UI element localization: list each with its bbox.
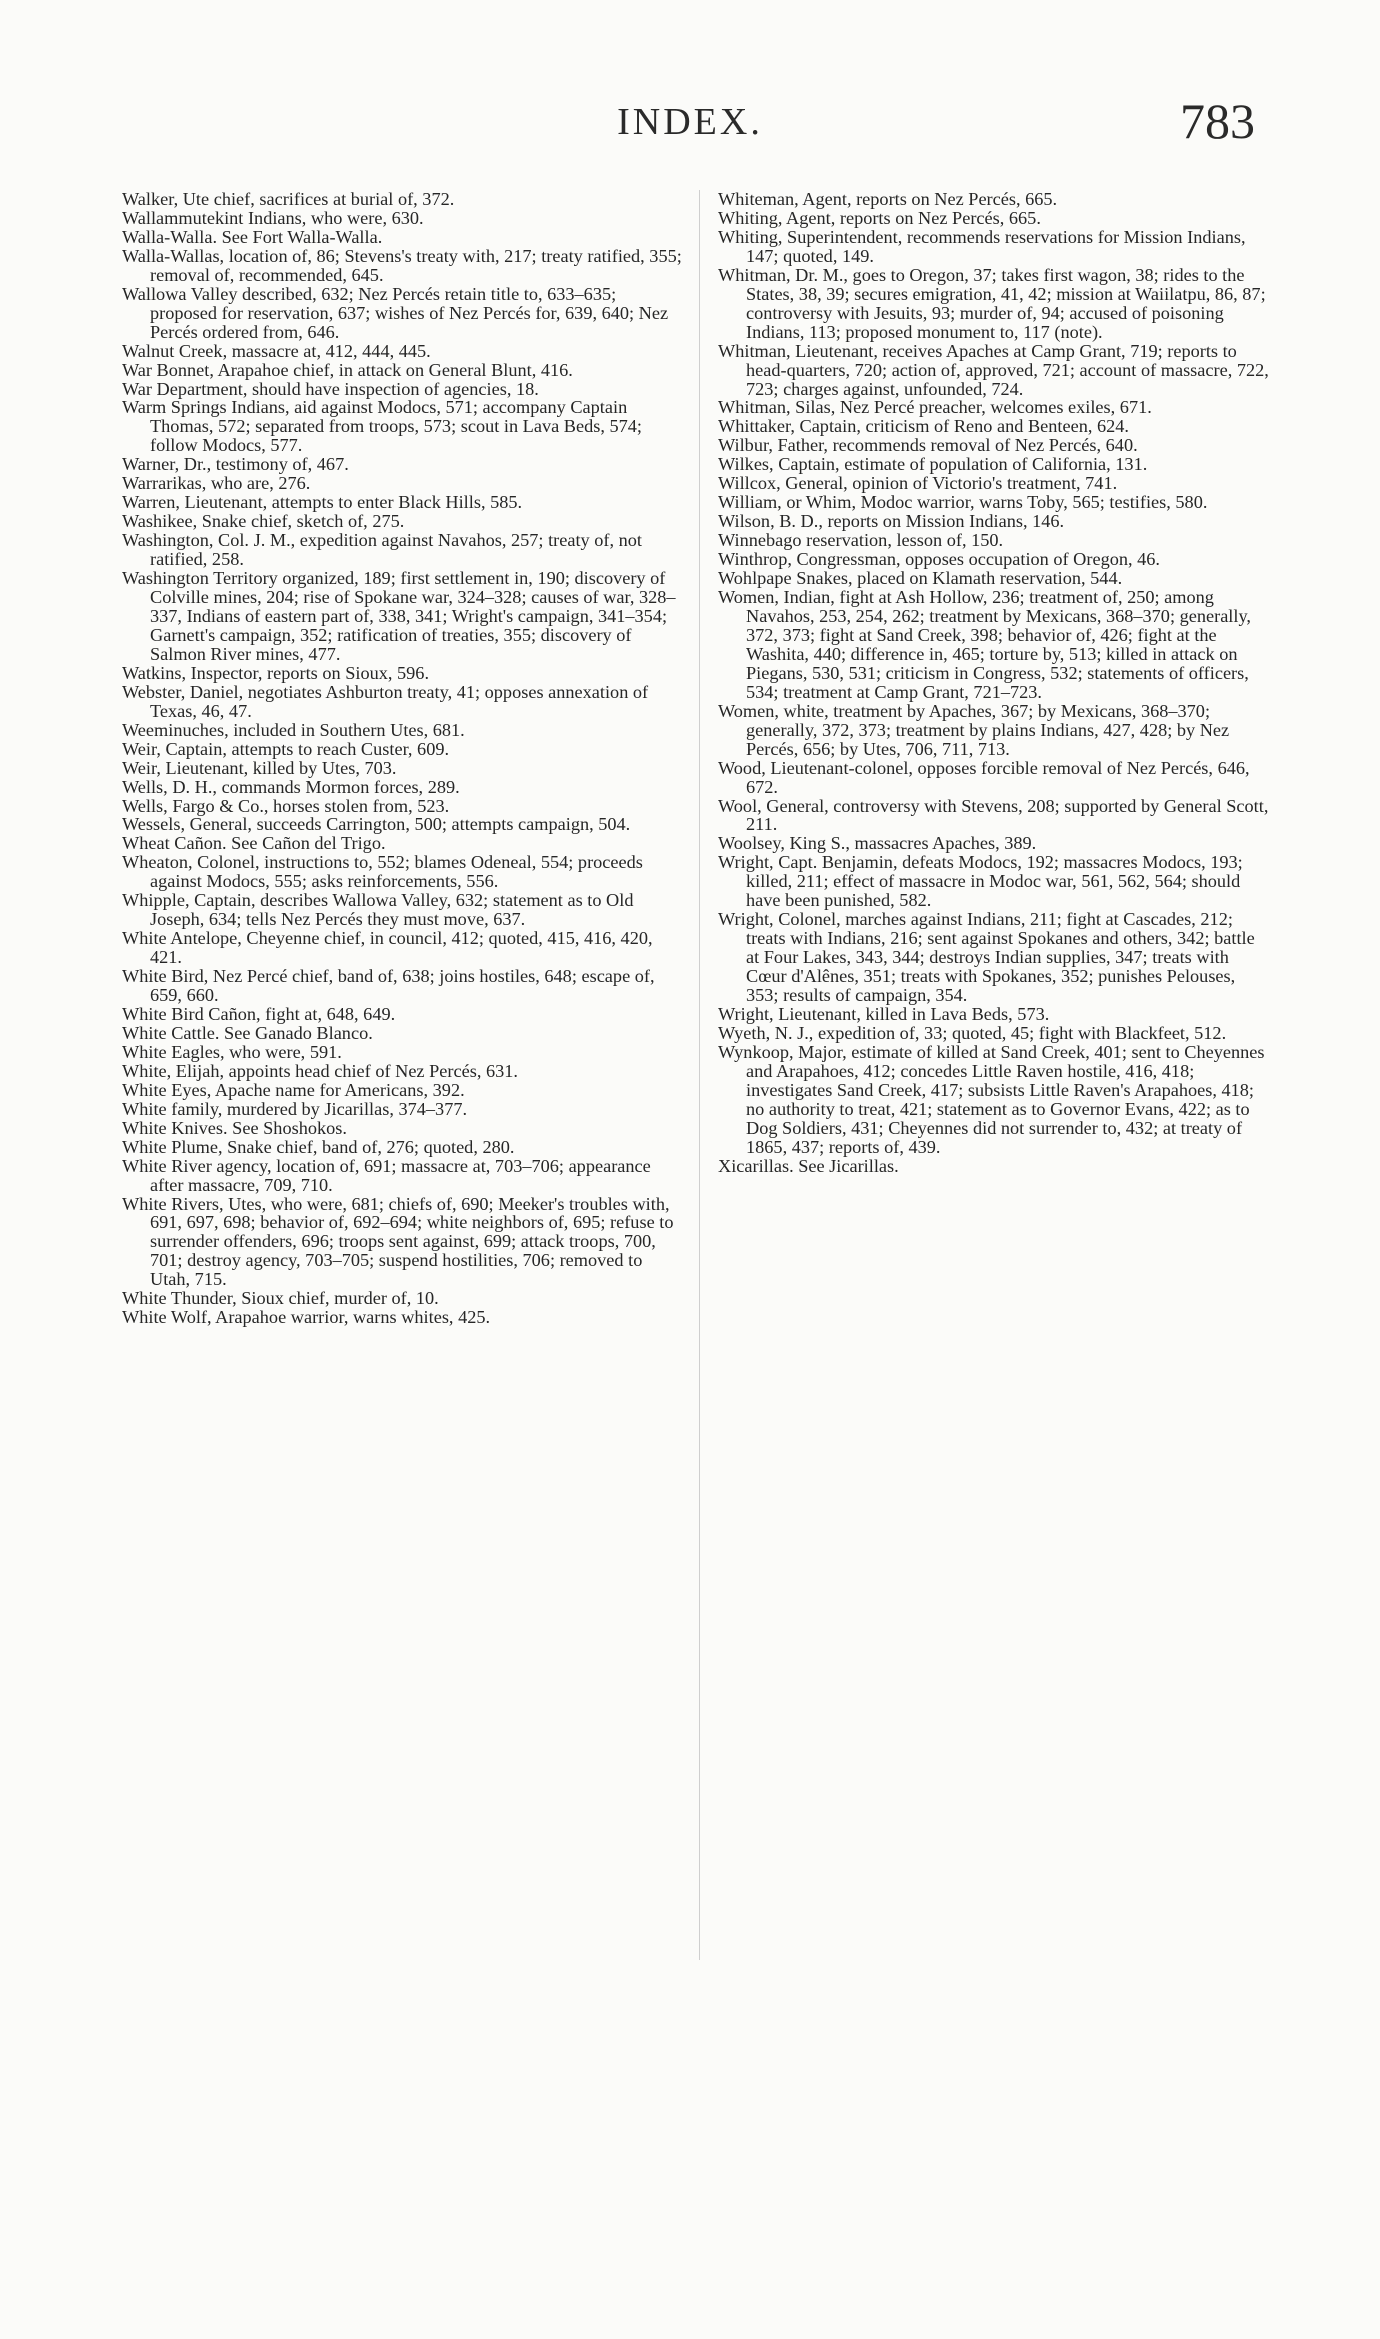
index-entry: White, Elijah, appoints head chief of Nez Percés, 631. — [122, 1060, 518, 1081]
index-entry: Wilbur, Father, recommends removal of Nez Percés, 640. — [718, 435, 1138, 456]
index-entry: Washikee, Snake chief, sketch of, 275. — [122, 511, 405, 532]
index-entry: Watkins, Inspector, reports on Sioux, 596. — [122, 662, 430, 683]
index-entry: Whipple, Captain, describes Wallowa Valley, 632; statement as to Old Joseph, 634; tells Nez Percés they must move, 637. — [122, 890, 634, 930]
index-entry: Whiteman, Agent, reports on Nez Percés, 665. — [718, 189, 1058, 209]
index-entry: White Cattle. See Ganado Blanco. — [122, 1022, 373, 1043]
index-entry: Wallowa Valley described, 632; Nez Percés retain title to, 633–635; proposed for reservation, 637; wishes of Nez Percés for, 639, 640; Nez Percés ordered from, 646. — [122, 283, 669, 342]
index-entry: Wright, Lieutenant, killed in Lava Beds, 573. — [718, 1003, 1050, 1024]
index-entry: Warner, Dr., testimony of, 467. — [122, 454, 349, 475]
index-entry: Webster, Daniel, negotiates Ashburton treaty, 41; opposes annexation of Texas, 46, 47. — [122, 681, 649, 721]
index-entry: Wilson, B. D., reports on Mission Indians, 146. — [718, 511, 1065, 532]
index-entry: White Rivers, Utes, who were, 681; chiefs of, 690; Meeker's troubles with, 691, 697, 698; behavior of, 692–694; white neighbors of, 695; refuse to surrender offenders, 696; troops sent against, 699; attack troops, 700, 701; destroy agency, 703–705; suspend hostilities, 706; removed to Utah, 715. — [122, 1193, 674, 1290]
index-entry: Whitman, Silas, Nez Percé preacher, welcomes exiles, 671. — [718, 397, 1152, 418]
column-divider — [699, 190, 700, 1960]
index-entry: Weir, Captain, attempts to reach Custer, 609. — [122, 738, 450, 759]
index-entry: Wohlpape Snakes, placed on Klamath reservation, 544. — [718, 568, 1123, 589]
index-entry: Wilkes, Captain, estimate of population of California, 131. — [718, 454, 1148, 475]
index-entry: Washington, Col. J. M., expedition against Navahos, 257; treaty of, not ratified, 258. — [122, 530, 642, 570]
index-entry: Winthrop, Congressman, opposes occupation of Oregon, 46. — [718, 549, 1160, 570]
index-entry: Winnebago reservation, lesson of, 150. — [718, 530, 1004, 551]
index-entry: White Wolf, Arapahoe warrior, warns whites, 425. — [122, 1307, 491, 1328]
index-entry: War Department, should have inspection of agencies, 18. — [122, 378, 539, 399]
index-entry: White Bird Cañon, fight at, 648, 649. — [122, 1003, 396, 1024]
index-entry: White Bird, Nez Percé chief, band of, 638; joins hostiles, 648; escape of, 659, 660. — [122, 966, 655, 1006]
index-entry: Whitman, Lieutenant, receives Apaches at Camp Grant, 719; reports to head-quarters, 720; action of, approved, 721; account of massacre, 722, 723; charges against, unfounded, 724. — [718, 340, 1269, 399]
index-entry: Willcox, General, opinion of Victorio's treatment, 741. — [718, 473, 1118, 494]
index-entry: Wood, Lieutenant-colonel, opposes forcible removal of Nez Percés, 646, 672. — [718, 757, 1250, 797]
index-entry: White Eyes, Apache name for Americans, 392. — [122, 1079, 465, 1100]
index-entry: Wessels, General, succeeds Carrington, 500; attempts campaign, 504. — [122, 814, 631, 835]
index-entry: Wyeth, N. J., expedition of, 33; quoted, 45; fight with Blackfeet, 512. — [718, 1022, 1227, 1043]
index-entry: Wright, Capt. Benjamin, defeats Modocs, 192; massacres Modocs, 193; killed, 211; effect of massacre in Modoc war, 561, 562, 564; should have been punished, 582. — [718, 852, 1243, 911]
index-entry: Walla-Walla. See Fort Walla-Walla. — [122, 226, 383, 247]
index-entry: Walnut Creek, massacre at, 412, 444, 445. — [122, 340, 431, 361]
index-entry: Walla-Wallas, location of, 86; Stevens's treaty with, 217; treaty ratified, 355; removal of, recommended, 645. — [122, 245, 682, 285]
index-entry: Whittaker, Captain, criticism of Reno and Benteen, 624. — [718, 416, 1129, 437]
index-entry: William, or Whim, Modoc warrior, warns Toby, 565; testifies, 580. — [718, 492, 1208, 513]
page-header — [0, 93, 1380, 160]
index-entry: Wallammutekint Indians, who were, 630. — [122, 207, 424, 228]
index-entry: Xicarillas. See Jicarillas. — [718, 1155, 899, 1176]
index-entry: Whiting, Agent, reports on Nez Percés, 665. — [718, 207, 1041, 228]
index-entry: White River agency, location of, 691; massacre at, 703–706; appearance after massacre, 709, 710. — [122, 1155, 651, 1195]
index-entry: Warren, Lieutenant, attempts to enter Black Hills, 585. — [122, 492, 523, 513]
index-column-left — [122, 190, 682, 1327]
index-entry: White Knives. See Shoshokos. — [122, 1117, 347, 1138]
index-entry: Walker, Ute chief, sacrifices at burial of, 372. — [122, 189, 455, 209]
page-number: 783 — [1180, 93, 1255, 149]
index-entry: White Eagles, who were, 591. — [122, 1041, 342, 1062]
index-entry: Weir, Lieutenant, killed by Utes, 703. — [122, 757, 397, 778]
index-entry: White Antelope, Cheyenne chief, in council, 412; quoted, 415, 416, 420, 421. — [122, 928, 653, 968]
index-entry: Women, Indian, fight at Ash Hollow, 236; treatment of, 250; among Navahos, 253, 254, 262; treatment by Mexicans, 368–370; generally, 372, 373; fight at Sand Creek, 398; behavior of, 426; fight at the Washita, 440; difference in, 465; torture by, 513; killed in attack on Piegans, 530, 531; criticism in Congress, 532; statements of officers, 534; treatment at Camp Grant, 721–723. — [718, 587, 1251, 702]
index-entry: White family, murdered by Jicarillas, 374–377. — [122, 1098, 468, 1119]
index-entry: Washington Territory organized, 189; first settlement in, 190; discovery of Colville mines, 204; rise of Spokane war, 324–328; causes of war, 328–337, Indians of eastern part of, 338, 341; Wright's campaign, 341–354; Garnett's campaign, 352; ratification of treaties, 355; discovery of Salmon River mines, 477. — [122, 568, 676, 664]
index-column-right — [718, 190, 1270, 1176]
index-entry: White Plume, Snake chief, band of, 276; quoted, 280. — [122, 1136, 515, 1157]
index-entry: Wells, Fargo & Co., horses stolen from, 523. — [122, 795, 450, 816]
page-title: INDEX. — [617, 101, 763, 143]
index-entry: Wells, D. H., commands Mormon forces, 289. — [122, 776, 460, 797]
index-entry: Woolsey, King S., massacres Apaches, 389. — [718, 833, 1037, 854]
index-entry: Wright, Colonel, marches against Indians, 211; fight at Cascades, 212; treats with Indians, 216; sent against Spokanes and others, 342; battle at Four Lakes, 343, 344; destroys Indian supplies, 347; treats with Cœur d'Alênes, 351; treats with Spokanes, 352; punishes Pelouses, 353; results of campaign, 354. — [718, 909, 1255, 1006]
index-entry: War Bonnet, Arapahoe chief, in attack on General Blunt, 416. — [122, 359, 573, 380]
index-entry: Wool, General, controversy with Stevens, 208; supported by General Scott, 211. — [718, 795, 1269, 835]
index-entry: Warrarikas, who are, 276. — [122, 473, 311, 494]
index-entry: Whiting, Superintendent, recommends reservations for Mission Indians, 147; quoted, 149. — [718, 226, 1246, 266]
index-entry: Weeminuches, included in Southern Utes, 681. — [122, 719, 465, 740]
index-entry: Warm Springs Indians, aid against Modocs, 571; accompany Captain Thomas, 572; separated from troops, 573; scout in Lava Beds, 574; follow Modocs, 577. — [122, 397, 642, 456]
index-entry: Wheat Cañon. See Cañon del Trigo. — [122, 833, 386, 854]
index-entry: Wheaton, Colonel, instructions to, 552; blames Odeneal, 554; proceeds against Modocs, 555; asks reinforcements, 556. — [122, 852, 643, 892]
index-entry: Wynkoop, Major, estimate of killed at Sand Creek, 401; sent to Cheyennes and Arapahoes, 412; concedes Little Raven hostile, 416, 418; investigates Sand Creek, 417; subsists Little Raven's Arapahoes, 418; no authority to treat, 421; statement as to Governor Evans, 422; as to Dog Soldiers, 431; Cheyennes did not surrender to, 432; at treaty of 1865, 437; reports of, 439. — [718, 1041, 1265, 1157]
index-entry: Women, white, treatment by Apaches, 367; by Mexicans, 368–370; generally, 372, 373; treatment by plains Indians, 427, 428; by Nez Percés, 656; by Utes, 706, 711, 713. — [718, 700, 1230, 759]
index-entry: Whitman, Dr. M., goes to Oregon, 37; takes first wagon, 38; rides to the States, 38, 39; secures emigration, 41, 42; mission at Waiilatpu, 86, 87; controversy with Jesuits, 93; murder of, 94; accused of poisoning Indians, 113; proposed monument to, 117 (note). — [718, 264, 1266, 342]
index-entry: White Thunder, Sioux chief, murder of, 10. — [122, 1288, 439, 1309]
